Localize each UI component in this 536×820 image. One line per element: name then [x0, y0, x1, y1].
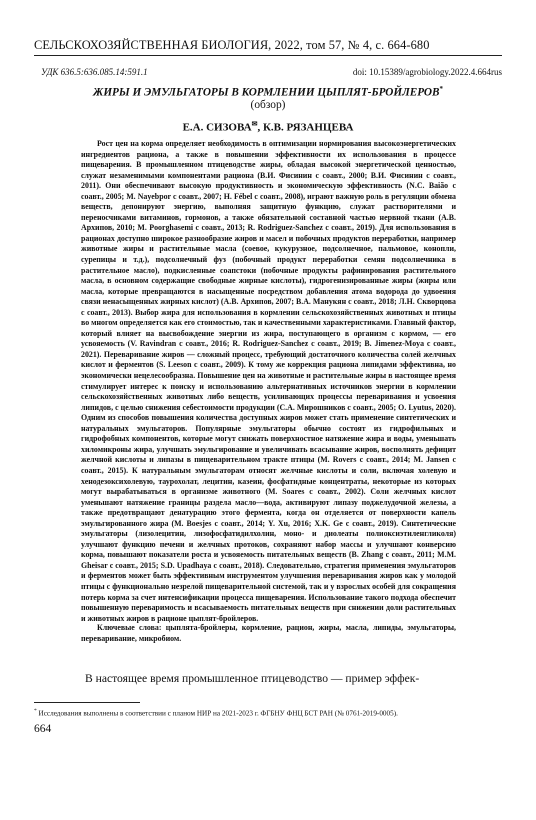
udk-code: УДК 636.5:636.085.14:591.1	[41, 67, 148, 77]
footnote-mark: *	[34, 708, 37, 714]
article-subtitle: (обзор)	[250, 99, 286, 111]
body-text-start: В настоящее время промышленное птицеводство — пример эффек-	[85, 672, 420, 685]
page-number: 664	[34, 723, 52, 735]
footnote-text: Исследования выполнены в соответствии с планом НИР на 2021-2023 г. ФГБНУ ФНЦ БСТ РАН (№ 0761-2019-0005).	[36, 709, 398, 718]
footnote-rule	[34, 702, 140, 703]
article-authors	[34, 120, 502, 134]
corresponding-author-envelope-icon[interactable]: ✉	[251, 120, 258, 128]
article-title	[34, 85, 502, 99]
journal-header: СЕЛЬСКОХОЗЯЙСТВЕННАЯ БИОЛОГИЯ, 2022, том 57, № 4, с. 664-680	[34, 38, 430, 52]
abstract: Рост цен на корма определяет необходимость в оптимизации нормирования высокоэнергетических ингредиентов рациона, а также в повышении эффективности их использования в процессе пищеварения. В промышленном птицеводстве жиры, обладая высокой энергетической ценностью, служат незаменимыми компонентами рациона (В.И. Фисинин с соавт., 2000; В.И. Фисинин с соавт., 2011). Они обеспечивают высокую продуктивность и экономическую эффективность (N.C. Baião с соавт., 2005; M. Nayebpor с соавт., 2007; H. Fébel с соавт., 2008), играют важную роль в регуляции обмена веществ, депонируют энергию, выполняя защитную функцию, служат растворителями и переносчиками витаминов, гормонов, а также обязательной составной частью нервной ткани (А.В. Архипов, 2010; M. Poorghasemi с соавт., 2013; R. Rodriguez-Sanchez с соавт., 2019). Для использования в рационах доступно широкое разнообразие жиров и масел и побочных продуктов переработки, например животные жиры и растительные масла (соевое, кукурузное, подсолнечное, пальмовое, конопли, сурепицы и т.д.), подсолнечный фуз (побочный продукт переработки семян подсолнечника в растительное масло), подкисленные соапстоки (побочные продукты рафинирования растительного масла, в основном содержащие свободные жирные кислоты), гидрогенизированные жиры (жиры или масла, которые превращаются в насыщенные посредством добавления атома водорода до удвоения связи ненасыщенных жирных кислот) (А.В. Архипов, 2007; В.А. Манукян с соавт., 2018; Л.Н. Скворцова с соавт., 2013). Выбор жира для использования в кормлении сельскохозяйственных животных и птицы во многом определяется как его стоимостью, так и качественными характеристиками. Главный фактор, который влияет на высвобождение энергии из жира, поступающего в организм с кормом, — его усвояемость (V. Ravindran с соавт., 2016; R. Rodriguez-Sanchez с соавт., 2019; B. Jimenez-Moya с соавт., 2021). Переваривание жиров — сложный процесс, требующий достаточного количества солей желчных кислот и ферментов (S. Leeson с соавт., 2009). К тому же коррекция рациона липидами эффективна, но экономически нецелесообразна. Повышение цен на животные и растительные жиры в настоящее время стимулирует интерес к поиску и использованию альтернативных источников энергии в кормлении сельскохозяйственных животных либо веществ, усиливающих процессы переваривания и усвоения липидов, с целью снижения себестоимости продукции (С.А. Мирошников с соавт., 2005; O. Lyutus, 2020). Одним из способов повышения количества доступных жиров может стать применение синтетических и натуральных эмульгаторов. Популярные эмульгаторы обычно состоят из гидрофильных и гидрофобных компонентов, которые могут снижать поверхностное натяжение жира и воды, уменьшать хиломикроны жира, улучшать эмульгирование и увеличивать всасывание жиров, восполнять дефицит желчной кислоты и липазы в пищеварительном тракте птицы (M. Rovers с соавт., 2014; M. Jansen с соавт., 2015). К натуральным эмульгаторам относят желчные кислоты и соли, включая холевую и хенодезоксихолевую, таурохолат, лецитин, казеин, фосфатидные концентраты, некоторые из которых могут вырабатываться в организме животного (M. Soares с соавт., 2002). Соли желчных кислот уменьшают натяжение границы раздела масло—вода, активируют липазу поджелудочной железы, а также предотвращают денатурацию этого фермента, когда он отделяется от поверхности капель эмульгированного жира (M. Boesjes с соавт., 2014; Y. Xu, 2016; X.K. Ge с соавт., 2019). Синтетические эмульгаторы (лизолецитин, лизофосфатидилхолин, моно- и диолеаты полиоксиэтиленгликоля) улучшают функцию печени и желчных протоков, сохраняют набор массы и улучшают конверсию корма, повышают показатели роста и усвояемость питательных веществ (B. Zhang с соавт., 2011; M.M. Gheisar с соавт., 2015; S.D. Upadhaya с соавт., 2018). Следовательно, стратегия применения эмульгаторов и ферментов может быть эффективным инструментом улучшения переваривания жиров как у молодой птицы с функционально незрелой пищеварительной системой, так и у взрослых особей для сокращения потерь корма за счет интенсификации процесса пищеварения. Использование такого подхода обеспечит повышенную переваримость и всасываемость питательных веществ при снижении доли растительных и животных жиров в рационе цыплят-бройлеров.	[81, 139, 456, 623]
header-rule	[34, 55, 502, 56]
other-authors: , К.В. РЯЗАНЦЕВА	[257, 121, 354, 134]
keywords: Ключевые слова: цыплята-бройлеры, кормление, рацион, жиры, масла, липиды, эмульгаторы, переваривание, микробиом.	[81, 623, 456, 643]
footnote	[34, 707, 502, 719]
doi-identifier[interactable]: doi: 10.15389/agrobiology.2022.4.664rus	[352, 67, 502, 77]
first-author: Е.А. СИЗОВА	[182, 121, 252, 134]
article-title-text: ЖИРЫ И ЭМУЛЬГАТОРЫ В КОРМЛЕНИИ ЦЫПЛЯТ-БРОЙЛЕРОВ	[93, 86, 440, 99]
title-footnote-mark[interactable]: *	[439, 85, 443, 93]
